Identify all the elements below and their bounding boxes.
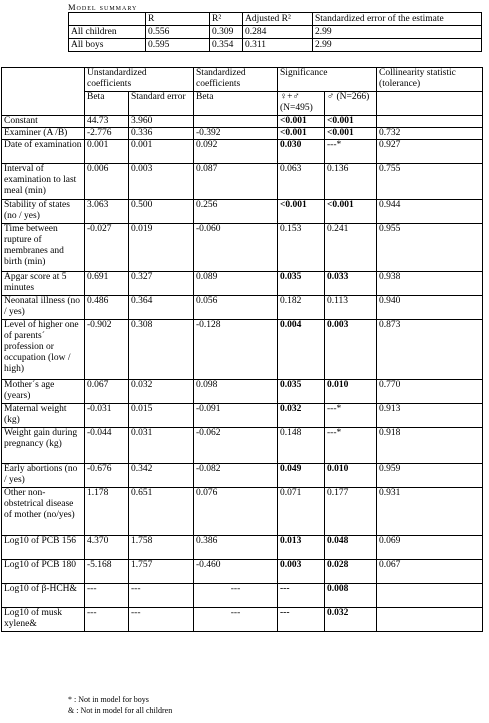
standardized-beta-cell: -0.062 (194, 428, 278, 464)
significance-boys-cell: 0.113 (325, 296, 377, 320)
significance-boys-cell: 0.010 (325, 380, 377, 404)
variable-cell: Log10 of PCB 156 (2, 536, 85, 560)
beta-cell: -0.027 (85, 224, 129, 272)
variable-cell: Maternal weight (kg) (2, 404, 85, 428)
significance-boys-cell: 0.136 (325, 164, 377, 200)
standardized-beta-cell: -0.060 (194, 224, 278, 272)
significance-all-cell: 0.153 (278, 224, 325, 272)
standardized-beta-cell: -0.091 (194, 404, 278, 428)
subheader-standard-error: Standard error (129, 92, 194, 116)
significance-all-cell: 0.035 (278, 380, 325, 404)
beta-cell: --- (85, 608, 129, 632)
standard-error-cell: 0.015 (129, 404, 194, 428)
standard-error-cell: 0.308 (129, 320, 194, 380)
standardized-beta-cell: --- (194, 584, 278, 608)
significance-boys-cell: 0.048 (325, 536, 377, 560)
coefficient-row (2, 116, 483, 128)
standard-error-cell: 0.651 (129, 488, 194, 536)
variable-cell: Other non-obstetrical disease of mother (no/yes) (2, 488, 85, 536)
tolerance-cell (377, 608, 483, 632)
subheader-blank (377, 92, 483, 116)
significance-all-cell: 0.182 (278, 296, 325, 320)
tolerance-cell: 0.913 (377, 404, 483, 428)
significance-boys-cell: 0.177 (325, 488, 377, 536)
standardized-beta-cell: -0.128 (194, 320, 278, 380)
standardized-beta-cell: --- (194, 608, 278, 632)
beta-cell: --- (85, 584, 129, 608)
subheader-boys: ♂ (N=266) (325, 92, 377, 116)
beta-cell: 4.370 (85, 536, 129, 560)
significance-all-cell: 0.035 (278, 272, 325, 296)
tolerance-cell: 0.955 (377, 224, 483, 272)
variable-cell: Early abortions (no / yes) (2, 464, 85, 488)
coefficients-table (1, 67, 483, 632)
variable-cell: Log10 of musk xylene& (2, 608, 85, 632)
significance-all-cell: 0.049 (278, 464, 325, 488)
tolerance-cell: 0.873 (377, 320, 483, 380)
subheader-all-children: ♀+♂ (N=495) (278, 92, 325, 116)
beta-cell: 0.486 (85, 296, 129, 320)
summary-header-cell: R² (210, 13, 243, 26)
summary-header-cell: R (146, 13, 210, 26)
beta-cell: 44.73 (85, 116, 129, 128)
standardized-beta-cell: 0.092 (194, 140, 278, 164)
significance-all-cell: 0.013 (278, 536, 325, 560)
variable-cell: Log10 of PCB 180 (2, 560, 85, 584)
coefficient-row (2, 608, 483, 632)
coefficient-row (2, 200, 483, 224)
summary-cell: 2.99 (313, 39, 482, 52)
tolerance-cell (377, 584, 483, 608)
significance-all-cell: 0.030 (278, 140, 325, 164)
subheader-beta-standardized: Beta (194, 92, 278, 116)
coefficient-row (2, 140, 483, 164)
summary-caption: Model summary (68, 2, 138, 12)
significance-boys-cell: <0.001 (325, 116, 377, 128)
summary-cell: 0.311 (243, 39, 313, 52)
beta-cell: 1.178 (85, 488, 129, 536)
coefficients-header-row (2, 68, 483, 92)
significance-boys-cell: <0.001 (325, 200, 377, 224)
header-collinearity: Collinearity statistic (tolerance) (377, 68, 483, 92)
tolerance-cell: 0.755 (377, 164, 483, 200)
coefficient-row (2, 536, 483, 560)
significance-boys-cell: 0.032 (325, 608, 377, 632)
significance-all-cell: 0.148 (278, 428, 325, 464)
header-unstandardized: Unstandardized coefficients (85, 68, 194, 92)
standard-error-cell: 0.327 (129, 272, 194, 296)
tolerance-cell: 0.770 (377, 380, 483, 404)
beta-cell: 0.001 (85, 140, 129, 164)
standard-error-cell: 1.758 (129, 536, 194, 560)
variable-cell: Weight gain during pregnancy (kg) (2, 428, 85, 464)
significance-boys-cell: ---* (325, 428, 377, 464)
standard-error-cell: 0.032 (129, 380, 194, 404)
significance-all-cell: 0.032 (278, 404, 325, 428)
footnote-all-children: & : Not in model for all children (68, 706, 173, 715)
standardized-beta-cell: -0.082 (194, 464, 278, 488)
summary-row (69, 39, 482, 52)
significance-boys-cell: 0.033 (325, 272, 377, 296)
coefficient-row (2, 584, 483, 608)
tolerance-cell: 0.732 (377, 128, 483, 140)
summary-cell: 0.354 (210, 39, 243, 52)
variable-cell: Log10 of β-HCH& (2, 584, 85, 608)
variable-cell: Time between rupture of membranes and birth (min) (2, 224, 85, 272)
significance-boys-cell: 0.003 (325, 320, 377, 380)
tolerance-cell: 0.931 (377, 488, 483, 536)
standardized-beta-cell: 0.256 (194, 200, 278, 224)
standard-error-cell: 0.500 (129, 200, 194, 224)
tolerance-cell: 0.069 (377, 536, 483, 560)
footnote-boys: * : Not in model for boys (68, 695, 149, 704)
standard-error-cell: 0.342 (129, 464, 194, 488)
summary-row (69, 26, 482, 39)
significance-boys-cell: 0.008 (325, 584, 377, 608)
beta-cell: -0.902 (85, 320, 129, 380)
significance-all-cell: --- (278, 608, 325, 632)
significance-boys-cell: <0.001 (325, 128, 377, 140)
tolerance-cell (377, 116, 483, 128)
standard-error-cell: 0.001 (129, 140, 194, 164)
beta-cell: 0.006 (85, 164, 129, 200)
summary-cell: 0.309 (210, 26, 243, 39)
variable-cell: Examiner (A /B) (2, 128, 85, 140)
standard-error-cell: 3.960 (129, 116, 194, 128)
header-standardized: Standardized coefficients (194, 68, 278, 92)
beta-cell: -5.168 (85, 560, 129, 584)
subheader-beta: Beta (85, 92, 129, 116)
variable-cell: Apgar score at 5 minutes (2, 272, 85, 296)
summary-cell: 0.556 (146, 26, 210, 39)
standardized-beta-cell: -0.392 (194, 128, 278, 140)
standard-error-cell: 0.364 (129, 296, 194, 320)
significance-boys-cell: 0.241 (325, 224, 377, 272)
significance-all-cell: <0.001 (278, 200, 325, 224)
coefficient-row (2, 380, 483, 404)
variable-cell: Constant (2, 116, 85, 128)
tolerance-cell: 0.940 (377, 296, 483, 320)
beta-cell: 3.063 (85, 200, 129, 224)
beta-cell: -0.676 (85, 464, 129, 488)
standardized-beta-cell (194, 116, 278, 128)
significance-all-cell: <0.001 (278, 128, 325, 140)
summary-header-row (69, 13, 482, 26)
summary-cell: 0.595 (146, 39, 210, 52)
tolerance-cell: 0.959 (377, 464, 483, 488)
summary-header-cell: Adjusted R² (243, 13, 313, 26)
variable-cell: Neonatal illness (no / yes) (2, 296, 85, 320)
significance-all-cell: 0.071 (278, 488, 325, 536)
standardized-beta-cell: 0.087 (194, 164, 278, 200)
tolerance-cell: 0.944 (377, 200, 483, 224)
standardized-beta-cell: 0.386 (194, 536, 278, 560)
significance-boys-cell: ---* (325, 404, 377, 428)
significance-boys-cell: ---* (325, 140, 377, 164)
tolerance-cell: 0.067 (377, 560, 483, 584)
beta-cell: -0.044 (85, 428, 129, 464)
tolerance-cell: 0.927 (377, 140, 483, 164)
standard-error-cell: --- (129, 584, 194, 608)
significance-all-cell: <0.001 (278, 116, 325, 128)
significance-boys-cell: 0.010 (325, 464, 377, 488)
header-blank (2, 68, 85, 116)
beta-cell: 0.067 (85, 380, 129, 404)
footnotes (68, 694, 172, 716)
standard-error-cell: 0.336 (129, 128, 194, 140)
significance-boys-cell: 0.028 (325, 560, 377, 584)
coefficient-row (2, 296, 483, 320)
significance-all-cell: 0.004 (278, 320, 325, 380)
standardized-beta-cell: 0.056 (194, 296, 278, 320)
summary-cell: 0.284 (243, 26, 313, 39)
coefficient-row (2, 404, 483, 428)
standard-error-cell: 1.757 (129, 560, 194, 584)
variable-cell: Level of higher one of parents´ profession or occupation (low / high) (2, 320, 85, 380)
variable-cell: Interval of examination to last meal (min) (2, 164, 85, 200)
standardized-beta-cell: 0.076 (194, 488, 278, 536)
coefficient-row (2, 428, 483, 464)
coefficient-row (2, 224, 483, 272)
beta-cell: 0.691 (85, 272, 129, 296)
summary-cell: All boys (69, 39, 146, 52)
header-significance: Significance (278, 68, 377, 92)
summary-cell: 2.99 (313, 26, 482, 39)
standard-error-cell: 0.003 (129, 164, 194, 200)
coefficient-row (2, 128, 483, 140)
standard-error-cell: --- (129, 608, 194, 632)
standardized-beta-cell: -0.460 (194, 560, 278, 584)
coefficient-row (2, 164, 483, 200)
beta-cell: -2.776 (85, 128, 129, 140)
standard-error-cell: 0.019 (129, 224, 194, 272)
significance-all-cell: --- (278, 584, 325, 608)
beta-cell: -0.031 (85, 404, 129, 428)
tolerance-cell: 0.938 (377, 272, 483, 296)
coefficient-row (2, 464, 483, 488)
significance-all-cell: 0.003 (278, 560, 325, 584)
variable-cell: Stability of states (no / yes) (2, 200, 85, 224)
coefficient-row (2, 320, 483, 380)
coefficient-row (2, 560, 483, 584)
tolerance-cell: 0.918 (377, 428, 483, 464)
coefficients-body (2, 116, 483, 632)
standardized-beta-cell: 0.098 (194, 380, 278, 404)
summary-cell: All children (69, 26, 146, 39)
standardized-beta-cell: 0.089 (194, 272, 278, 296)
variable-cell: Date of examination (2, 140, 85, 164)
summary-header-cell: Standardized error of the estimate (313, 13, 482, 26)
coefficient-row (2, 272, 483, 296)
coefficient-row (2, 488, 483, 536)
standard-error-cell: 0.031 (129, 428, 194, 464)
variable-cell: Mother´s age (years) (2, 380, 85, 404)
significance-all-cell: 0.063 (278, 164, 325, 200)
model-summary-table (68, 12, 482, 52)
summary-header-cell (69, 13, 146, 26)
